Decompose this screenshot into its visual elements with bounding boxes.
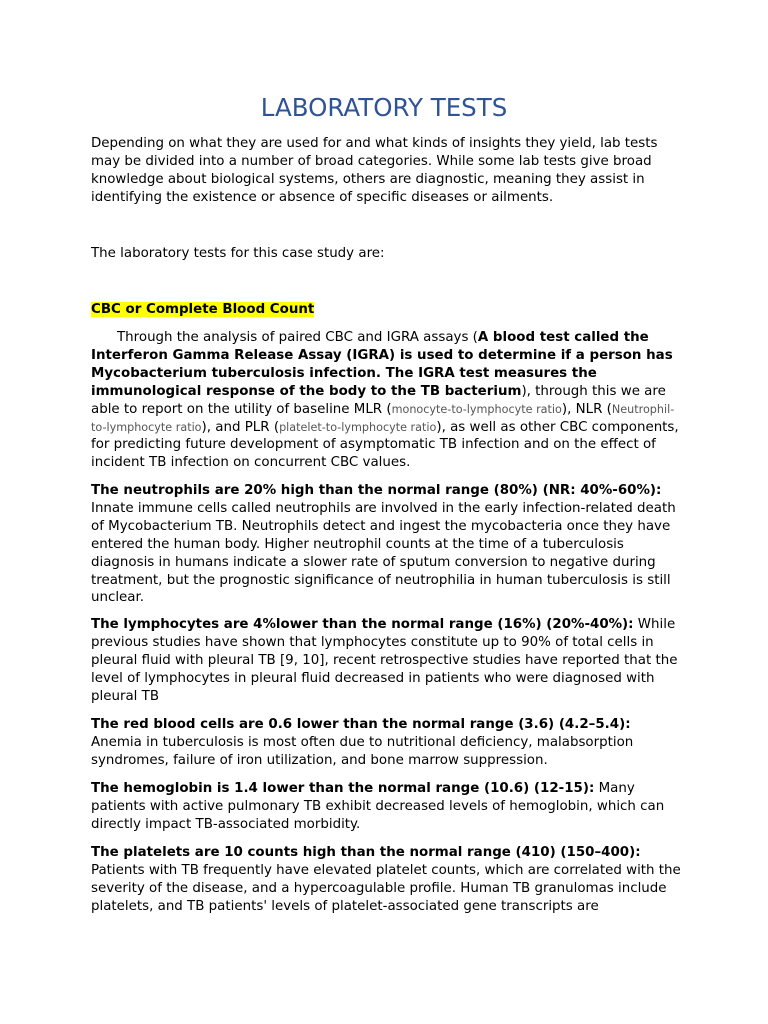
igra-definition: A blood test called the Interferon Gamma Release Assay (IGRA) is used to determine if a person has Mycobacterium tuberculosis infection. The IGRA test measures the immunological response of the body to the TB bacterium — [91, 330, 673, 399]
finding-heading: The hemoglobin is 1.4 lower than the normal range (10.6) (12-15): — [91, 781, 595, 796]
finding-heading: The red blood cells are 0.6 lower than the normal range (3.6) (4.2–5.4): — [91, 717, 631, 732]
cbc-text-1: Through the analysis of paired CBC and IGRA assays ( — [117, 330, 478, 345]
finding-hemoglobin — [91, 780, 683, 834]
finding-text: Many patients with active pulmonary TB exhibit decreased levels of hemoglobin, which can directly impact TB-associated morbidity. — [91, 781, 665, 832]
cbc-heading-text: CBC or Complete Blood Count — [91, 302, 315, 317]
nlr-definition: Neutrophil-to-lymphocyte ratio — [91, 402, 675, 434]
finding-heading: The platelets are 10 counts high than the normal range (410) (150–400): — [91, 845, 641, 860]
finding-text: Anemia in tuberculosis is most often due to nutritional deficiency, malabsorption syndromes, failure of iron utilization, and bone marrow suppression. — [91, 734, 634, 768]
lead-in-paragraph: The laboratory tests for this case study are: — [91, 246, 385, 261]
finding-neutrophils — [91, 482, 683, 607]
cbc-paragraph — [91, 329, 683, 472]
finding-heading: The neutrophils are 20% high than the normal range (80%) (NR: 40%-60%): — [91, 483, 662, 498]
plr-definition: platelet-to-lymphocyte ratio — [279, 420, 437, 434]
cbc-heading — [91, 301, 683, 319]
document-title: LABORATORY TESTS — [260, 93, 508, 122]
finding-platelets — [91, 844, 683, 916]
finding-lymphocytes — [91, 616, 683, 706]
cbc-text-3: ), NLR ( — [561, 401, 612, 417]
cbc-text-2: ), through this we are able to report on the utility of baseline MLR ( — [91, 383, 666, 417]
finding-text: Innate immune cells called neutrophils are involved in the early infection-related death of Mycobacterium TB. Neutrophils detect and ingest the mycobacteria once they have entered the human body. Higher neutrophil counts at the time of a tuberculosis diagnosis in humans indicate a slower rate of sputum conversion to negative during treatment, but the prognostic significance of neutrophilia in human tuberculosis is still unclear. — [91, 500, 676, 606]
finding-heading: The lymphocytes are 4%lower than the normal range (16%) (20%-40%): — [91, 617, 634, 632]
finding-text: Patients with TB frequently have elevated platelet counts, which are correlated with the severity of the disease, and a hypercoagulable profile. Human TB granulomas include platelets, and TB patients' levels of platelet-associated gene transcripts are — [91, 862, 681, 914]
finding-text: While previous studies have shown that lymphocytes constitute up to 90% of total cells in pleural fluid with pleural TB [9, 10], recent retrospective studies have reported that the level of lymphocytes in pleural fluid decreased in patients who were diagnosed with pleural TB — [91, 617, 678, 704]
finding-red-blood-cells — [91, 716, 683, 770]
cbc-text-5: ), as well as other CBC components, for predicting future development of asymptomatic TB infection and on the effect of incident TB infection on concurrent CBC values. — [91, 419, 679, 471]
cbc-text-4: ), and PLR ( — [201, 419, 280, 435]
mlr-definition: monocyte-to-lymphocyte ratio — [391, 402, 562, 416]
intro-paragraph: Depending on what they are used for and what kinds of insights they yield, lab tests may be divided into a number of broad categories. While some lab tests give broad knowledge about biological systems, others are diagnostic, meaning they assist in identifying the existence or absence of specific diseases or ailments. — [91, 136, 658, 205]
